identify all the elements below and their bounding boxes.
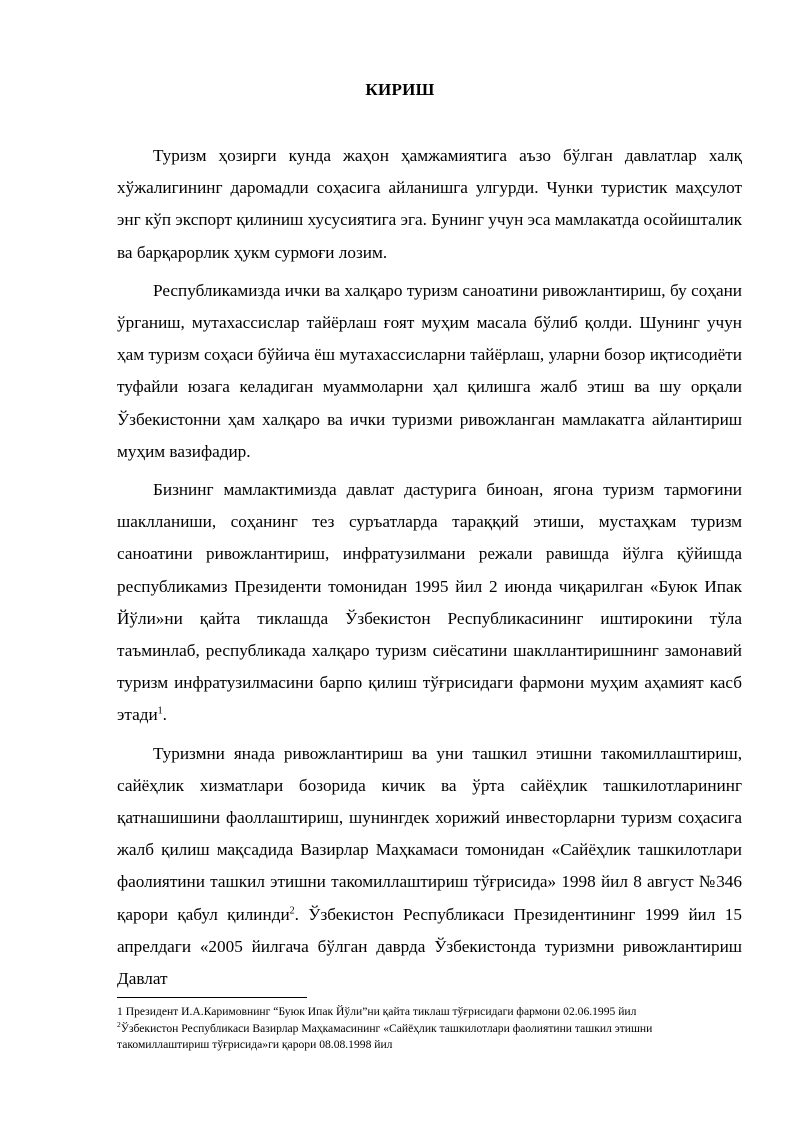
paragraph-3 — [117, 474, 742, 732]
paragraph-text: Республикамизда ички ва халқаро туризм саноатини ривожлантириш, бу соҳани ўрганиш, мутахассислар тайёрлаш ғоят муҳим масала бўлиб қолди. Шунинг учун ҳам туризм соҳаси бўйича ёш мутахассисларни тайёрлаш, уларни бозор иқтисодиёти туфайли юзага келадиган муаммоларни ҳал қилишга жалб этиш ва шу орқали Ўзбекистонни ҳам халқаро ва ички туризми ривожланган мамлакатга айлантириш муҳим вазифадир. — [117, 280, 742, 461]
footnote-text: Ўзбекистон Республикаси Вазирлар Маҳкамасининг «Сайёҳлик ташкилотлари фаолиятини ташкил этишни такомиллаштириш тўғрисида»ги қарори 08.08.1998 йил — [117, 1021, 653, 1051]
paragraph-text-after: . Ўзбекистон Республикаси Президентининг 1999 йил 15 апрелдаги «2005 йилгача бўлган даврда Ўзбекистонда туризмни ривожлантириш Давлат — [117, 904, 742, 989]
footnote-2 — [117, 1021, 742, 1054]
footnote-separator — [117, 997, 307, 998]
footnote-ref-2[interactable]: 2 — [289, 904, 295, 916]
footnotes — [117, 1004, 742, 1054]
page-title: КИРИШ — [365, 80, 435, 99]
paragraph-2 — [117, 275, 742, 468]
footnote-number: 2 — [117, 1019, 121, 1029]
paragraph-1 — [117, 140, 742, 269]
paragraph-text: Туризмни янада ривожлантириш ва уни ташкил этишни такомиллаштириш, сайёҳлик хизматлари бозорида кичик ва ўрта сайёҳлик ташкилотларининг қатнашишини фаоллаштириш, шунингдек хорижий инвесторларни туризм соҳасига жалб қилиш мақсадида Вазирлар Маҳкамаси томонидан «Сайёҳлик ташкилотлари фаолиятини ташкил этишни такомиллаштириш тўғрисида» 1998 йил 8 август №346 қарори қабул қилинди — [117, 743, 742, 924]
footnote-text: 1 Президент И.А.Каримовнинг “Буюк Ипак Йўли”ни қайта тиклаш тўғрисидаги фармони 02.06.1995 йил — [117, 1005, 637, 1018]
paragraph-4 — [117, 738, 742, 996]
footnote-1 — [117, 1004, 742, 1021]
footnote-ref-1[interactable]: 1 — [157, 705, 163, 717]
body-text — [117, 140, 742, 995]
paragraph-text: Бизнинг мамлактимизда давлат дастурига биноан, ягона туризм тармоғини шаклланиши, соҳанинг тез суръатларда тараққий этиши, мустаҳкам туризм саноатини ривожлантириш, инфратузилмани режали равишда йўлга қўйишда республикамиз Президенти томонидан 1995 йил 2 июнда чиқарилган «Буюк Ипак Йўли»ни қайта тиклашда Ўзбекистон Республикасининг иштирокини тўла таъминлаб, республикада халқаро туризм сиёсатини шакллантиришнинг замонавий туризм инфратузилмасини барпо қилиш тўғрисидаги фармони муҳим аҳамият касб этади — [117, 480, 742, 725]
paragraph-text-after: . — [162, 705, 167, 725]
paragraph-text: Туризм ҳозирги кунда жаҳон ҳамжамиятига аъзо бўлган давлатлар халқ хўжалигининг даромадли соҳасига айланишга улгурди. Чунки туристик маҳсулот энг кўп экспорт қилиниш хусусиятига эга. Бунинг учун эса мамлакатда осойишталик ва барқарорлик ҳукм сурмоғи лозим. — [117, 146, 742, 262]
